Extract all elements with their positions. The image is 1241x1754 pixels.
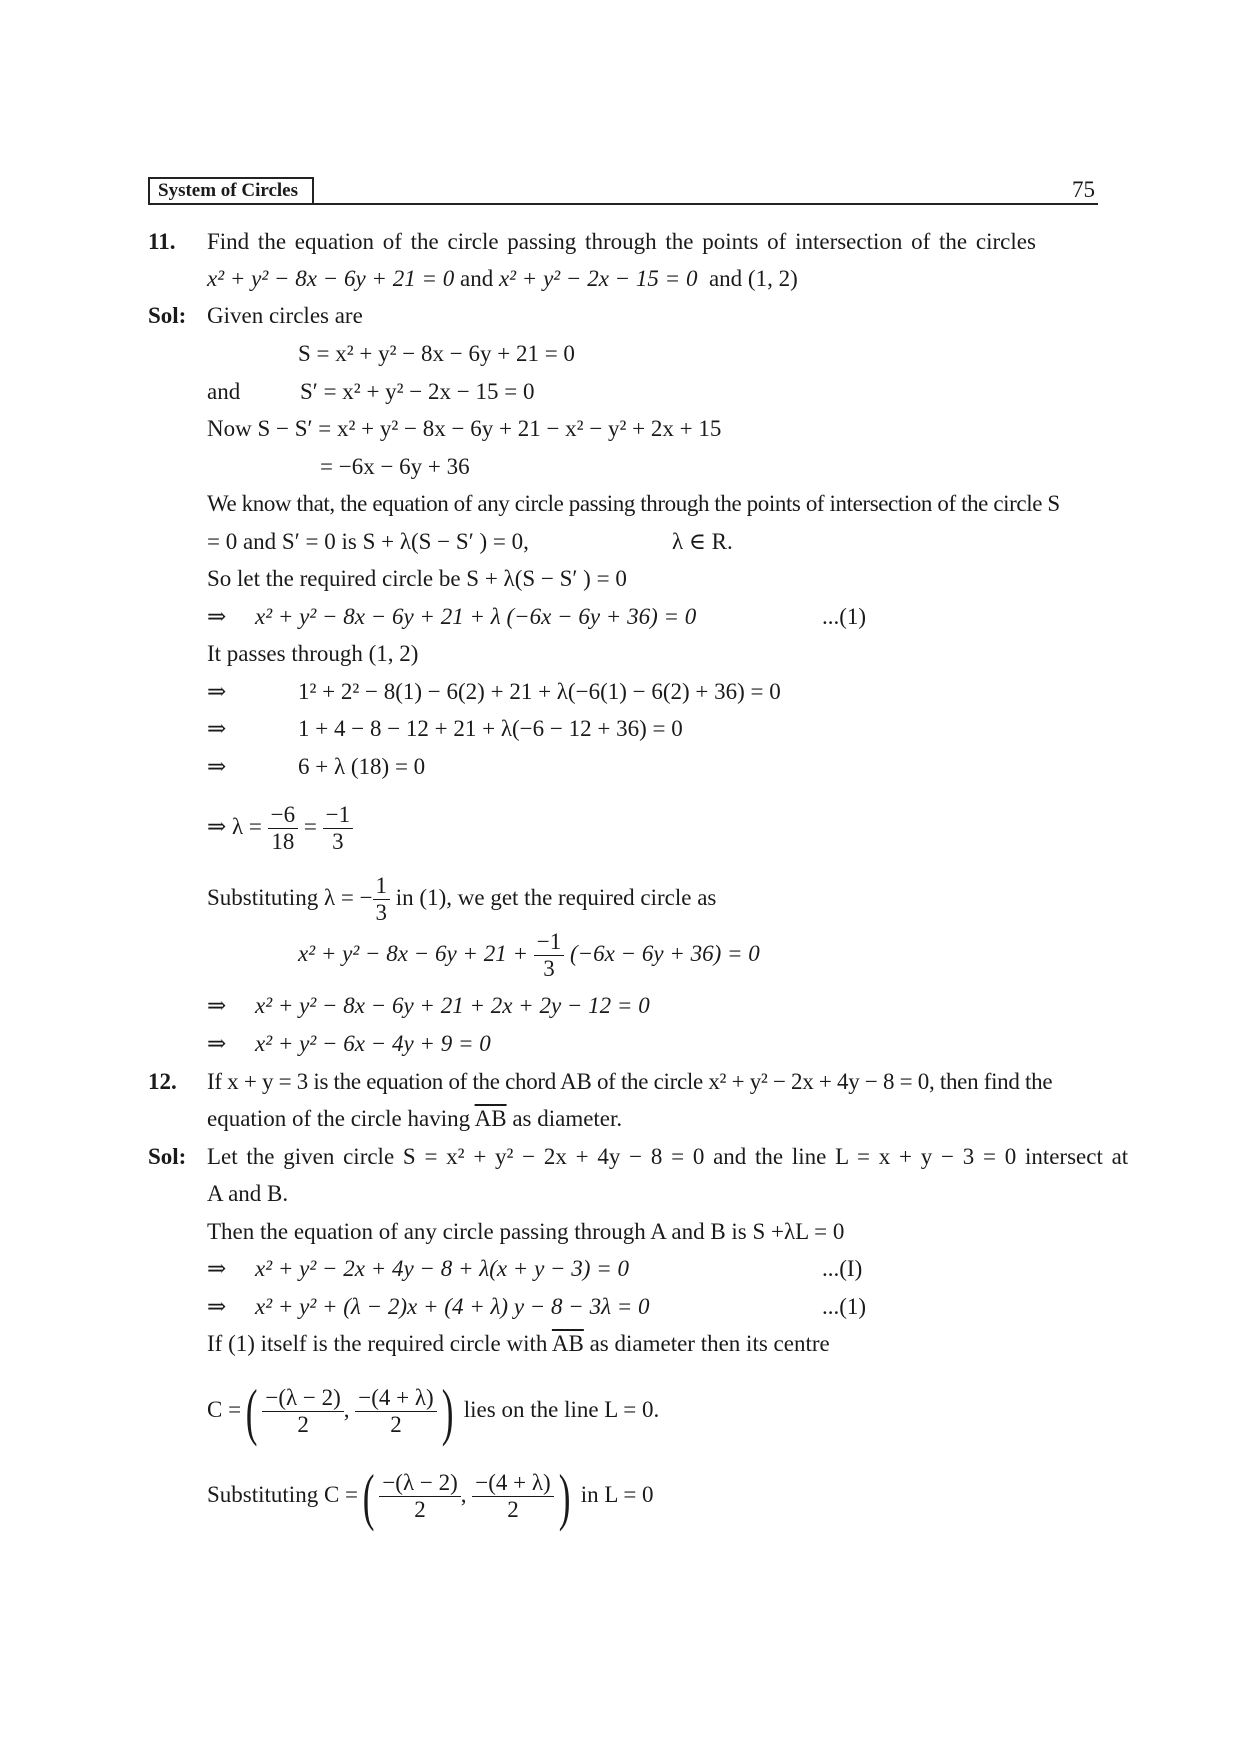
q12-equation-I-tag: ...(I) bbox=[822, 1256, 863, 1281]
q11-solution-label: Sol: bbox=[148, 303, 187, 328]
q12-centre-x-fraction: $\frac{-(\lambda - 2)}{2}$ bbox=[262, 1385, 343, 1438]
q11-equation-1-tag: ...(1) bbox=[822, 604, 867, 629]
question-11-text-line2 bbox=[207, 265, 798, 293]
implies-icon: ⇒ bbox=[207, 679, 227, 704]
q12-let-line2: A and B. bbox=[207, 1181, 289, 1206]
q12-equation-1: x² + y² + (λ − 2)x + (4 + λ) y − 8 − 3λ = 0 bbox=[255, 1294, 650, 1319]
implies-icon: ⇒ bbox=[207, 1031, 227, 1056]
q11-know-line1: We know that, the equation of any circle passing through the points of intersection of the circle S bbox=[207, 491, 1060, 516]
implies-icon: ⇒ bbox=[207, 1294, 227, 1319]
q11-know-line2: = 0 and S′ = 0 is S + λ(S − S′ ) = 0, bbox=[207, 529, 529, 554]
page-number: 75 bbox=[1072, 177, 1095, 202]
q12-any-circle: Then the equation of any circle passing through A and B is S +λL = 0 bbox=[207, 1219, 845, 1244]
q11-passes-through: It passes through (1, 2) bbox=[207, 641, 419, 666]
implies-icon: ⇒ bbox=[207, 993, 227, 1018]
q11-equation-b: x² + y² − 2x − 15 = 0 bbox=[498, 266, 698, 291]
implies-icon: ⇒ bbox=[207, 754, 227, 779]
q12-let-line1: Let the given circle S = x² + y² − 2x + 4y − 8 = 0 and the line L = x + y − 3 = 0 intersect at bbox=[207, 1144, 1129, 1169]
section-title-box bbox=[148, 177, 314, 203]
q11-let-required: So let the required circle be S + λ(S − S′ ) = 0 bbox=[207, 566, 627, 591]
q11-lambda-value: ⇒ λ = $\frac{-6}{18}$ = $\frac{-1}{3}$ bbox=[207, 797, 353, 857]
chord-AB: $\overline{AB}$ bbox=[551, 1331, 584, 1356]
q11-lambda-eq: λ = bbox=[232, 814, 262, 839]
q11-result-2: x² + y² − 6x − 4y + 9 = 0 bbox=[255, 1031, 491, 1056]
header-rule bbox=[148, 203, 1098, 205]
q11-S-equation: S = x² + y² − 8x − 6y + 21 = 0 bbox=[298, 341, 575, 366]
question-12-text-line2: equation of the circle having $\overline{AB}$ as diameter. bbox=[207, 1106, 623, 1131]
q11-result-1: x² + y² − 8x − 6y + 21 + 2x + 2y − 12 = 0 bbox=[255, 993, 650, 1018]
q12-substituting-line: Substituting C =( $\frac{-(\lambda - 2)}{2}$ , $\frac{-(4 + \lambda)}{2}$ ) in L = 0 bbox=[207, 1460, 654, 1532]
q12-centre-line: C =( $\frac{-(\lambda - 2)}{2}$ , $\frac{-(4 + \lambda)}{2}$ ) lies on the line L = 0. bbox=[207, 1375, 660, 1447]
q11-S-prime-equation: S′ = x² + y² − 2x − 15 = 0 bbox=[300, 379, 535, 404]
question-11-number: 11. bbox=[148, 229, 176, 254]
q11-given: Given circles are bbox=[207, 303, 363, 328]
q11-substituted-equation: x² + y² − 8x − 6y + 21 + $\frac{-1}{3}$ (−6x − 6y + 36) = 0 bbox=[298, 929, 760, 982]
q12-equation-I: x² + y² − 2x + 4y − 8 + λ(x + y − 3) = 0 bbox=[255, 1256, 629, 1281]
q11-step-3: 6 + λ (18) = 0 bbox=[298, 754, 426, 779]
implies-icon: ⇒ bbox=[207, 716, 227, 741]
q11-difference-result: = −6x − 6y + 36 bbox=[320, 454, 470, 479]
q12-subst-y-fraction: $\frac{-(4 + \lambda)}{2}$ bbox=[472, 1470, 553, 1523]
q11-point: and (1, 2) bbox=[708, 266, 798, 291]
chord-AB: $\overline{AB}$ bbox=[474, 1106, 507, 1131]
q11-equation-a: x² + y² − 8x − 6y + 21 = 0 bbox=[207, 266, 455, 291]
q11-step-2: 1 + 4 − 8 − 12 + 21 + λ(−6 − 12 + 36) = 0 bbox=[298, 716, 683, 741]
section-title: System of Circles bbox=[158, 180, 299, 201]
implies-icon: ⇒ bbox=[207, 604, 227, 629]
q11-substituting-line: Substituting λ = − $\frac{1}{3}$ in (1), we get the required circle as bbox=[207, 873, 717, 926]
q12-solution-label: Sol: bbox=[148, 1144, 187, 1169]
q11-and-label: and bbox=[207, 379, 241, 404]
q11-fraction-2: $\frac{-1}{3}$ bbox=[323, 802, 353, 855]
question-12-number: 12. bbox=[148, 1069, 177, 1094]
q12-subst-x-fraction: $\frac{-(\lambda - 2)}{2}$ bbox=[379, 1470, 460, 1523]
q12-if-line: If (1) itself is the required circle with $\overline{AB}$ as diameter then its centre bbox=[207, 1331, 830, 1356]
q11-equation-1: x² + y² − 8x − 6y + 21 + λ (−6x − 6y + 36) = 0 bbox=[255, 604, 697, 629]
q11-difference: Now S − S′ = x² + y² − 8x − 6y + 21 − x² − y² + 2x + 15 bbox=[207, 416, 722, 441]
implies-icon: ⇒ bbox=[207, 1256, 227, 1281]
question-12-text-line1: If x + y = 3 is the equation of the chord AB of the circle x² + y² − 2x + 4y − 8 = 0, then find the bbox=[207, 1069, 1053, 1094]
q12-centre-y-fraction: $\frac{-(4 + \lambda)}{2}$ bbox=[355, 1385, 436, 1438]
q11-step-1: 1² + 2² − 8(1) − 6(2) + 21 + λ(−6(1) − 6(2) + 36) = 0 bbox=[298, 679, 781, 704]
question-11-text-line1: Find the equation of the circle passing through the points of intersection of the circles bbox=[207, 229, 1036, 254]
q11-sub-fraction: $\frac{-1}{3}$ bbox=[534, 929, 564, 982]
implies-icon: ⇒ bbox=[207, 814, 227, 839]
q11-and: and bbox=[459, 266, 494, 291]
q12-equation-1-tag: ...(1) bbox=[822, 1294, 867, 1319]
q11-fraction-1: $\frac{-6}{18}$ bbox=[268, 802, 298, 855]
q11-lambda-real: λ ∈ R. bbox=[672, 529, 733, 554]
q11-subst-fraction: $\frac{1}{3}$ bbox=[373, 873, 391, 926]
